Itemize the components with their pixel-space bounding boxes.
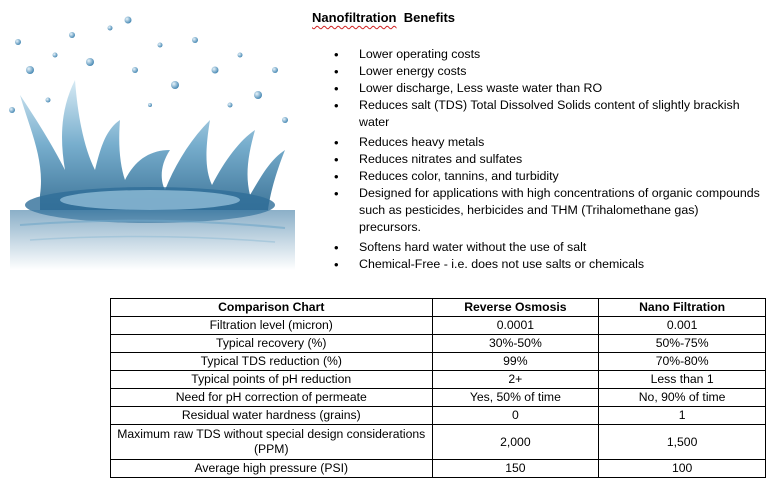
table-row (111, 407, 766, 425)
list-item: • Chemical-Free - i.e. does not use salts or chemicals (330, 256, 760, 273)
header-reverse-osmosis: Reverse Osmosis (432, 299, 599, 317)
nf-value: 50%-75% (599, 335, 766, 353)
table-row (111, 335, 766, 353)
benefits-list (330, 46, 760, 273)
list-item: • Reduces color, tannins, and turbidity (330, 168, 760, 185)
nf-value: 1 (599, 407, 766, 425)
header-nano-filtration: Nano Filtration (599, 299, 766, 317)
table-row (111, 460, 766, 478)
nf-value: 100 (599, 460, 766, 478)
list-item: • Reduces salt (TDS) Total Dissolved Solids content of slightly brackish water (330, 97, 760, 131)
ro-value: 99% (432, 353, 599, 371)
ro-value: 0.0001 (432, 317, 599, 335)
ro-value: 2,000 (432, 425, 599, 460)
header-comparison-chart: Comparison Chart (111, 299, 433, 317)
ro-value: Yes, 50% of time (432, 389, 599, 407)
table-row (111, 425, 766, 460)
row-label: Residual water hardness (grains) (111, 407, 433, 425)
row-label: Average high pressure (PSI) (111, 460, 433, 478)
list-item: • Lower operating costs (330, 46, 760, 63)
table-header-row (111, 299, 766, 317)
list-item: • Designed for applications with high concentrations of organic compounds such as pesticides, herbicides and THM (Trihalomethane gas) precursors. (330, 185, 760, 236)
water-splash-image (0, 0, 300, 280)
row-label: Filtration level (micron) (111, 317, 433, 335)
nf-value: 70%-80% (599, 353, 766, 371)
table-row (111, 371, 766, 389)
nf-value: No, 90% of time (599, 389, 766, 407)
nf-value: 0.001 (599, 317, 766, 335)
row-label: Typical TDS reduction (%) (111, 353, 433, 371)
ro-value: 150 (432, 460, 599, 478)
title-word: Nanofiltration (312, 10, 397, 25)
row-label: Typical recovery (%) (111, 335, 433, 353)
list-item: • Softens hard water without the use of salt (330, 239, 760, 256)
list-item: • Lower discharge, Less waste water than RO (330, 80, 760, 97)
table-row (111, 389, 766, 407)
nf-value: 1,500 (599, 425, 766, 460)
table-row (111, 353, 766, 371)
ro-value: 0 (432, 407, 599, 425)
row-label: Typical points of pH reduction (111, 371, 433, 389)
title-rest: Benefits (403, 10, 456, 25)
row-label: Need for pH correction of permeate (111, 389, 433, 407)
benefits-title (312, 10, 455, 25)
list-item: • Reduces nitrates and sulfates (330, 151, 760, 168)
list-item: • Reduces heavy metals (330, 134, 760, 151)
comparison-table (110, 298, 766, 478)
ro-value: 30%-50% (432, 335, 599, 353)
list-item: • Lower energy costs (330, 63, 760, 80)
nf-value: Less than 1 (599, 371, 766, 389)
row-label: Maximum raw TDS without special design considerations (PPM) (111, 425, 433, 460)
table-row (111, 317, 766, 335)
ro-value: 2+ (432, 371, 599, 389)
